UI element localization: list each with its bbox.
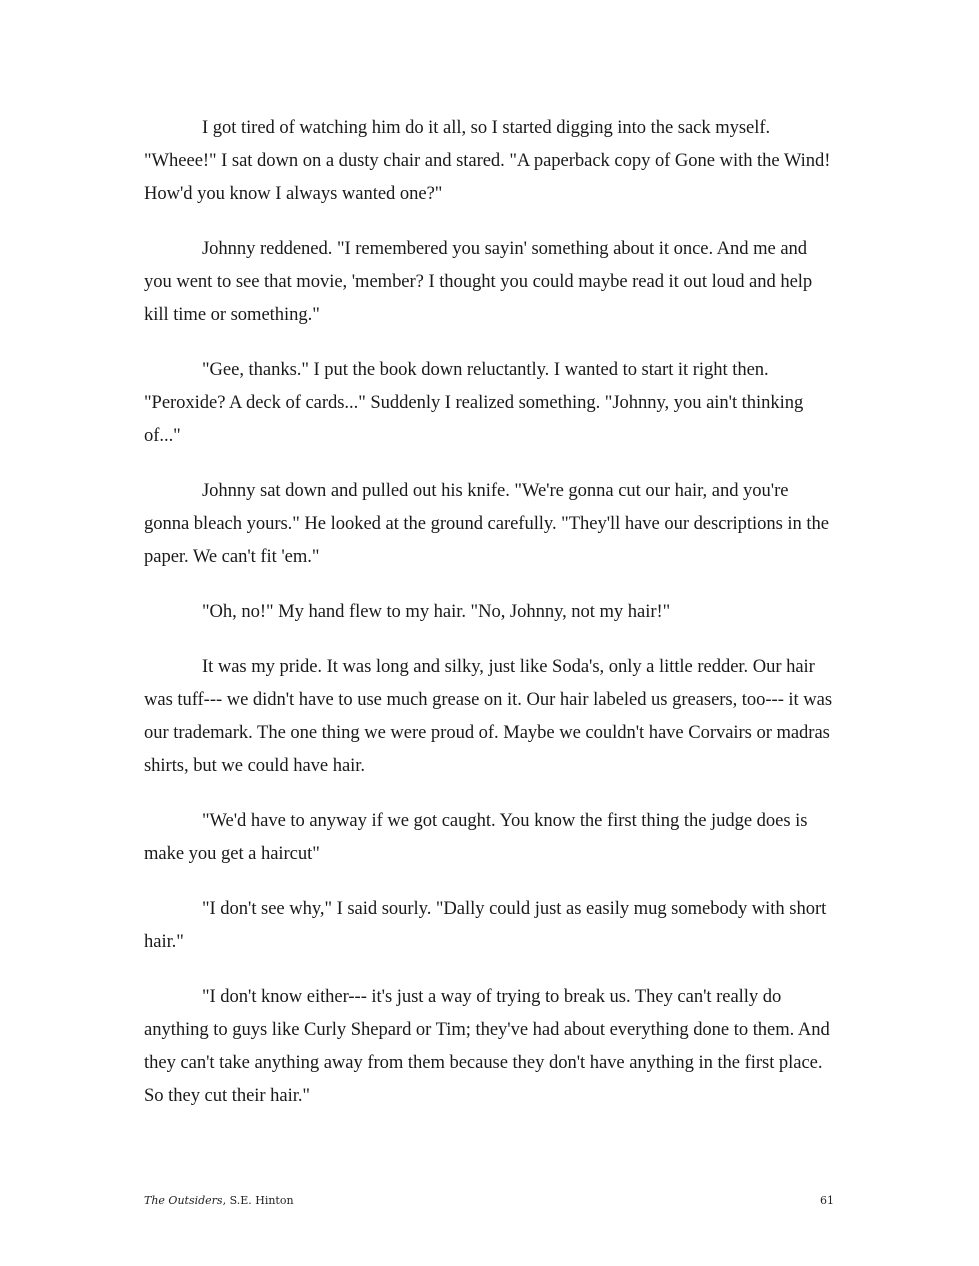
page-footer [144,1194,834,1212]
page-number: 61 [820,1194,834,1207]
paragraph: "Gee, thanks." I put the book down reluctantly. I wanted to start it right then. "Peroxide? A deck of cards..." Suddenly I realized something. "Johnny, you ain't thinking of..." [144,359,804,446]
paragraph: "We'd have to anyway if we got caught. You know the first thing the judge does is make you get a haircut" [144,810,808,864]
footer-author: , S.E. Hinton [222,1194,294,1207]
paragraph: "I don't know either--- it's just a way of trying to break us. They can't really do anything to guys like Curly Shepard or Tim; they've had about everything done to them. And they can't take anything away from them because they don't have anything in the first place. So they cut their hair." [144,986,830,1106]
body-text [144,111,838,1134]
paragraph: "I don't see why," I said sourly. "Dally could just as easily mug somebody with short hair." [144,898,827,952]
paragraph: It was my pride. It was long and silky, just like Soda's, only a little redder. Our hair was tuff--- we didn't have to use much grease on it. Our hair labeled us greasers, too--- it was our trademark. The one thing we were proud of. Maybe we couldn't have Corvairs or madras shirts, but we could have hair. [144,656,833,776]
paragraph: Johnny sat down and pulled out his knife. "We're gonna cut our hair, and you're gonna bleach yours." He looked at the ground carefully. "They'll have our descriptions in the paper. We can't fit 'em." [144,480,829,567]
paragraph: "Oh, no!" My hand flew to my hair. "No, Johnny, not my hair!" [202,601,671,622]
paragraph: Johnny reddened. "I remembered you sayin' something about it once. And me and you went to see that movie, 'member? I thought you could maybe read it out loud and help kill time or something." [144,238,813,325]
footer-book-title: The Outsiders [144,1194,223,1207]
footer-book-citation [144,1194,294,1207]
paragraph: I got tired of watching him do it all, so I started digging into the sack myself. "Wheee!" I sat down on a dusty chair and stared. "A paperback copy of Gone with the Wind! How'd you know I always wanted one?" [144,117,831,204]
